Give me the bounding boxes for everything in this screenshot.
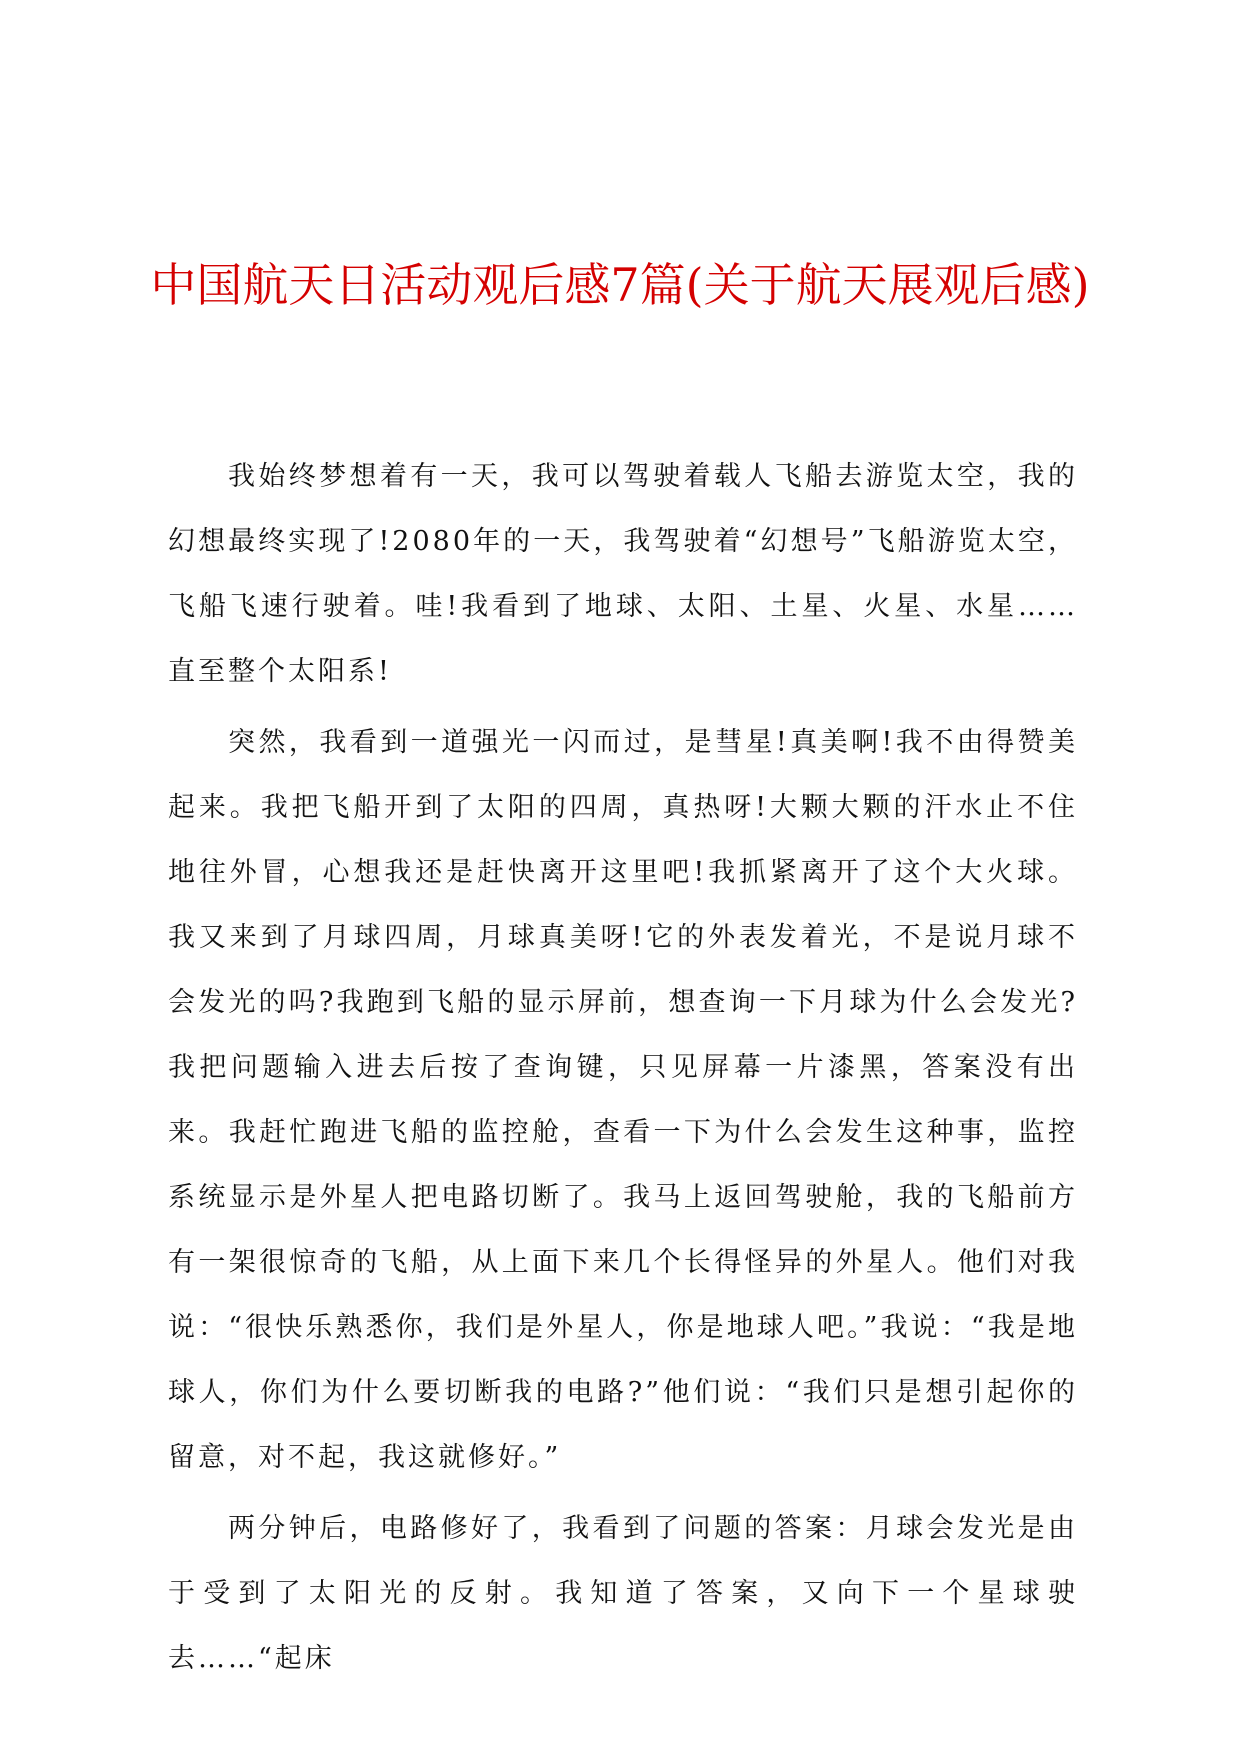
document-title: 中国航天日活动观后感7篇(关于航天展观后感) xyxy=(150,258,1090,312)
paragraph: 我始终梦想着有一天，我可以驾驶着载人飞船去游览太空，我的幻想最终实现了!2080年的一天，我驾驶着“幻想号”飞船游览太空，飞船飞速行驶着。哇!我看到了地球、太阳、土星、火星、水星……直至整个太阳系! xyxy=(168,461,1078,687)
paragraph: 两分钟后，电路修好了，我看到了问题的答案：月球会发光是由于受到了太阳光的反射。我知道了答案，又向下一个星球驶去……“起床 xyxy=(168,1513,1078,1674)
paragraph: 突然，我看到一道强光一闪而过，是彗星!真美啊!我不由得赞美起来。我把飞船开到了太阳的四周，真热呀!大颗大颗的汗水止不住地往外冒，心想我还是赶快离开这里吧!我抓紧离开了这个大火球。我又来到了月球四周，月球真美呀!它的外表发着光，不是说月球不会发光的吗?我跑到飞船的显示屏前，想查询一下月球为什么会发光?我把问题输入进去后按了查询键，只见屏幕一片漆黑，答案没有出来。我赶忙跑进飞船的监控舱，查看一下为什么会发生这种事，监控系统显示是外星人把电路切断了。我马上返回驾驶舱，我的飞船前方有一架很惊奇的飞船，从上面下来几个长得怪异的外星人。他们对我说：“很快乐熟悉你，我们是外星人，你是地球人吧。”我说：“我是地球人，你们为什么要切断我的电路?”他们说：“我们只是想引起你的留意，对不起，我这就修好。” xyxy=(168,727,1078,1473)
document-body xyxy=(168,444,1078,1697)
